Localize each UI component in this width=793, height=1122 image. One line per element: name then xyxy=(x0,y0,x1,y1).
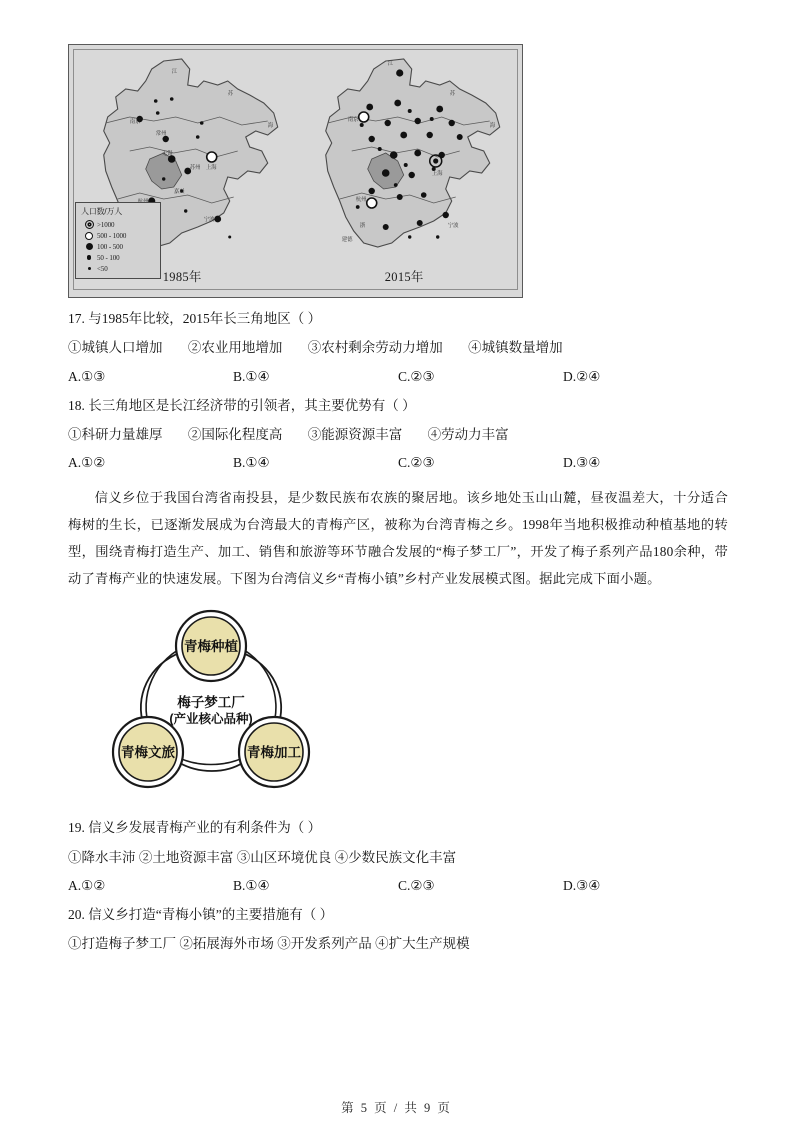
question-20-item: ②拓展海外市场 xyxy=(179,936,274,952)
option-b[interactable]: B.①④ xyxy=(233,368,270,384)
svg-text:宁波: 宁波 xyxy=(447,223,459,229)
svg-text:宁波: 宁波 xyxy=(203,217,215,223)
legend-row xyxy=(81,252,156,263)
node-label-tourism: 青梅文旅 xyxy=(121,745,175,761)
node-qingmei-tourism xyxy=(113,717,183,787)
question-18-stem: 18. 长三角地区是长江经济带的引领者，其主要优势有（ ） xyxy=(68,397,416,413)
question-18-item: ①科研力量雄厚 xyxy=(68,426,163,442)
ring-icon xyxy=(81,232,97,240)
option-c[interactable]: C.②③ xyxy=(398,368,435,384)
option-a[interactable]: A.①③ xyxy=(68,368,106,384)
question-17-item: ③农村剩余劳动力增加 xyxy=(307,340,443,356)
question-18-item: ④劳动力丰富 xyxy=(427,426,509,442)
question-20-stem: 20. 信义乡打造“青梅小镇”的主要措施有（ ） xyxy=(68,906,334,922)
svg-text:苏州: 苏州 xyxy=(189,165,201,171)
map-legend-title: 人口数/万人 xyxy=(81,207,123,216)
legend-label: 50 - 100 xyxy=(97,253,120,262)
option-c[interactable]: C.②③ xyxy=(398,455,435,470)
svg-text:苏: 苏 xyxy=(227,91,233,97)
question-20-item: ④扩大生产规模 xyxy=(375,936,470,952)
map-year-label-2015: 2015年 xyxy=(384,270,424,284)
legend-row xyxy=(81,219,156,230)
qingmei-industry-diagram xyxy=(86,602,336,807)
large-dot-icon xyxy=(81,243,97,250)
svg-text:上海: 上海 xyxy=(431,171,443,177)
question-18-items xyxy=(68,425,728,445)
question-19-item: ④少数民族文化丰富 xyxy=(334,849,457,865)
svg-text:无锡: 无锡 xyxy=(161,151,173,157)
svg-text:南京: 南京 xyxy=(347,117,359,123)
diagram-center-title: 梅子梦工厂 xyxy=(177,695,245,711)
legend-label: >1000 xyxy=(97,220,115,229)
population-map-figure xyxy=(68,44,523,298)
question-19-item: ②土地资源丰富 xyxy=(138,849,234,865)
legend-row xyxy=(81,230,156,241)
page-content xyxy=(68,40,728,954)
svg-text:建德: 建德 xyxy=(341,237,353,243)
node-label-processing: 青梅加工 xyxy=(247,745,301,761)
industry-model-svg xyxy=(86,602,336,807)
question-20-item: ①打造梅子梦工厂 xyxy=(68,936,176,952)
question-19-options xyxy=(68,878,728,894)
option-a[interactable]: A.①② xyxy=(68,877,106,893)
svg-text:浙: 浙 xyxy=(359,223,365,229)
option-d[interactable]: D.③④ xyxy=(563,877,601,893)
option-d[interactable]: D.②④ xyxy=(563,368,601,384)
svg-text:海: 海 xyxy=(267,123,273,129)
svg-text:苏: 苏 xyxy=(449,91,455,97)
question-18-item: ②国际化程度高 xyxy=(187,426,283,442)
svg-text:杭州: 杭州 xyxy=(355,197,367,203)
double-ring-icon xyxy=(81,220,97,229)
option-b[interactable]: B.①④ xyxy=(233,455,270,470)
map-2015-drawing xyxy=(296,51,513,291)
svg-text:嘉兴: 嘉兴 xyxy=(173,189,185,195)
legend-row xyxy=(81,263,156,274)
question-20-items xyxy=(68,934,728,954)
question-17-options xyxy=(68,369,728,385)
legend-label: <50 xyxy=(97,264,108,273)
question-17-items xyxy=(68,338,728,358)
question-20-item: ③开发系列产品 xyxy=(277,936,372,952)
svg-text:上海: 上海 xyxy=(205,165,217,171)
question-17-item: ②农业用地增加 xyxy=(187,340,283,356)
node-qingmei-planting xyxy=(176,611,246,681)
medium-dot-icon xyxy=(81,255,97,260)
option-a[interactable]: A.①② xyxy=(68,455,106,470)
option-c[interactable]: C.②③ xyxy=(398,877,435,893)
legend-row xyxy=(81,241,156,252)
question-17-item: ④城镇数量增加 xyxy=(468,340,563,356)
map-year-label-1985: 1985年 xyxy=(162,270,202,284)
question-19-items xyxy=(68,848,728,868)
svg-text:海: 海 xyxy=(489,123,495,129)
legend-label: 100 - 500 xyxy=(97,242,123,251)
svg-text:江: 江 xyxy=(171,69,177,75)
legend-label: 500 - 1000 xyxy=(97,231,127,240)
question-18 xyxy=(68,396,728,472)
question-17 xyxy=(68,309,728,385)
diagram-center-subtitle: (产业核心品种) xyxy=(169,712,253,727)
svg-text:江: 江 xyxy=(387,61,393,67)
svg-text:南京: 南京 xyxy=(129,119,141,125)
question-17-item: ①城镇人口增加 xyxy=(68,340,163,356)
question-17-stem: 17. 与1985年比较，2015年长三角地区（ ） xyxy=(68,311,322,326)
question-19-item: ①降水丰沛 xyxy=(68,849,136,865)
node-label-planting: 青梅种植 xyxy=(184,639,238,655)
question-18-options xyxy=(68,455,728,471)
svg-text:常州: 常州 xyxy=(155,131,167,137)
option-b[interactable]: B.①④ xyxy=(233,877,270,893)
reading-passage: 信义乡位于我国台湾省南投县，是少数民族布农族的聚居地。该乡地处玉山山麓，昼夜温差大，十分适合梅树的生长，已逐渐发展成为台湾最大的青梅产区，被称为台湾青梅之乡。1998年当地积极推动种植基地的转型，围绕青梅打造生产、加工、销售和旅游等环节融合发展的“梅子梦工厂”，开发了梅子系列产品180余种，带动了青梅产业的快速发展。下图为台湾信义乡“青梅小镇”乡村产业发展模式图。据此完成下面小题。 xyxy=(68,490,728,586)
map-legend xyxy=(75,202,161,279)
question-18-item: ③能源资源丰富 xyxy=(307,426,403,442)
option-d[interactable]: D.③④ xyxy=(563,455,601,470)
small-dot-icon xyxy=(81,267,97,270)
question-20 xyxy=(68,905,728,955)
question-19-stem: 19. 信义乡发展青梅产业的有利条件为（ ） xyxy=(68,820,322,836)
map-panel-2015 xyxy=(296,51,513,291)
node-qingmei-processing xyxy=(239,717,309,787)
question-19-item: ③山区环境优良 xyxy=(236,849,332,865)
page-footer: 第 5 页 / 共 9 页 xyxy=(341,1101,452,1115)
question-19 xyxy=(68,818,728,894)
